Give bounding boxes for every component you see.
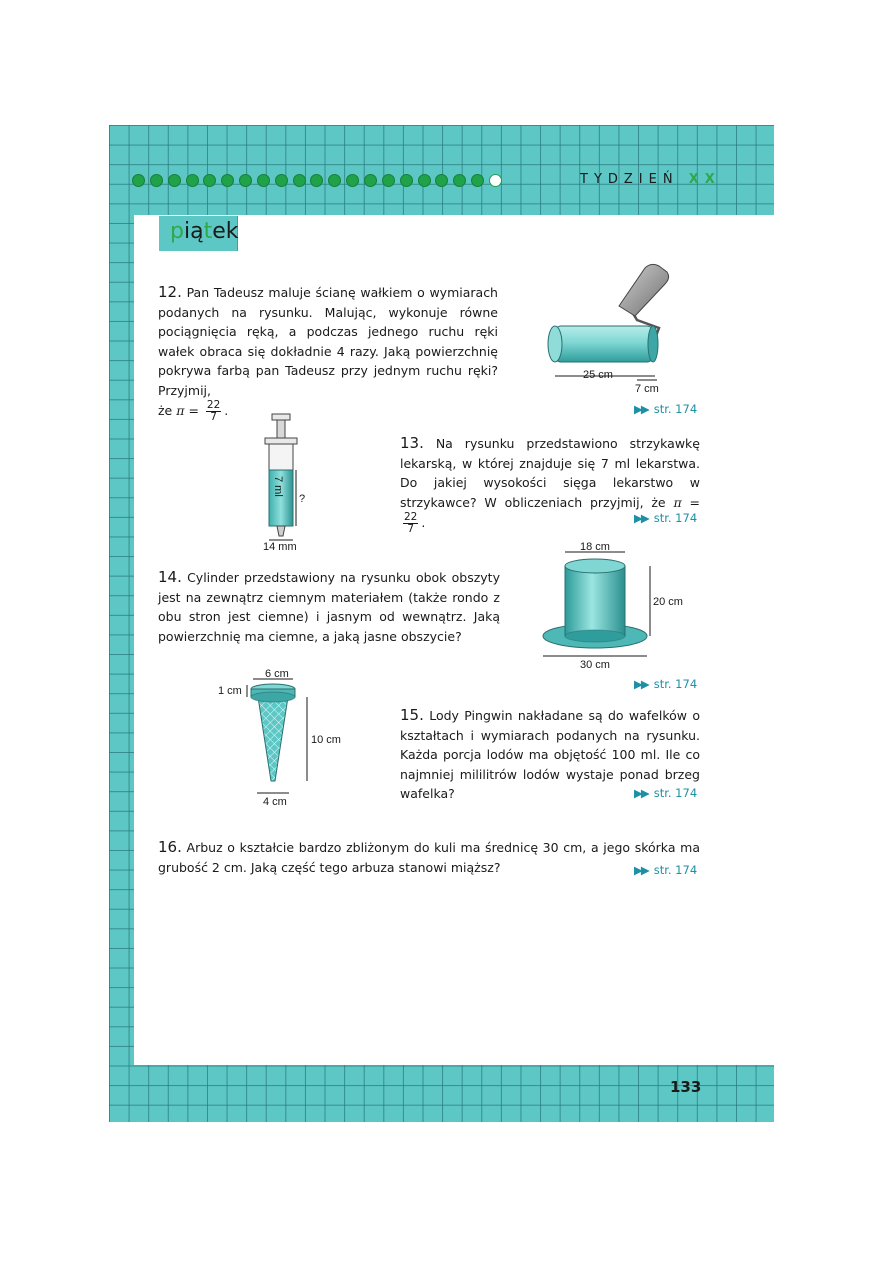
double-arrow-icon: ▶▶	[634, 402, 648, 416]
hat-crown	[565, 566, 625, 636]
task-13-fraction	[403, 512, 418, 535]
task-12-tail-pre: że	[158, 403, 173, 418]
progress-dot-empty	[489, 174, 502, 187]
double-arrow-icon: ▶▶	[634, 511, 648, 525]
cone-rim-label: 1 cm	[218, 685, 242, 697]
fraction-denominator: 7	[210, 411, 217, 423]
task-16-number: 16.	[158, 838, 182, 856]
syringe-figure	[255, 412, 315, 552]
roller-handle	[619, 264, 669, 316]
progress-dot-filled	[203, 174, 216, 187]
task-16-body: Arbuz o kształcie bardzo zbliżonym do kuli ma średnicę 30 cm, a jego skórka ma grubość 2 cm. Jaką część tego arbuza stanowi miąższ?	[158, 840, 700, 875]
day-title-ia: ią	[183, 219, 204, 244]
double-arrow-icon: ▶▶	[634, 677, 648, 691]
task-15-reference[interactable]	[634, 786, 697, 800]
progress-dots	[132, 172, 502, 188]
week-number: XX	[688, 172, 721, 187]
fraction-denominator: 7	[407, 523, 415, 535]
task-16-text	[158, 838, 700, 877]
task-16-reference[interactable]	[634, 863, 697, 877]
task-13-eq: =	[689, 494, 700, 510]
task-15-ref-text: str. 174	[653, 786, 698, 800]
hat-height-label: 20 cm	[653, 596, 683, 608]
task-12-number: 12.	[158, 283, 182, 301]
progress-dot-filled	[328, 174, 341, 187]
cone-height-label: 10 cm	[311, 734, 341, 746]
progress-dot-filled	[275, 174, 288, 187]
task-12-ref-text: str. 174	[653, 402, 698, 416]
week-label	[580, 172, 721, 187]
day-title-t: t	[203, 219, 213, 244]
task-13-period: .	[421, 515, 426, 530]
progress-dot-filled	[418, 174, 431, 187]
progress-dot-filled	[471, 174, 484, 187]
task-14-reference[interactable]	[634, 677, 697, 691]
cone-bottom-label: 4 cm	[263, 796, 287, 808]
cone-top-label: 6 cm	[265, 668, 289, 680]
task-15-body: Lody Pingwin nakładane są do wafelków o kształtach i wymiarach podanych na rysunku. Każda porcja lodów ma objętość 100 ml. Ile co najmniej mililitrów lodów wystaje ponad brzeg wafelka?	[400, 708, 700, 801]
hat-top-label: 18 cm	[580, 541, 610, 553]
task-12-text	[158, 283, 498, 423]
progress-dot-filled	[346, 174, 359, 187]
progress-dot-filled	[435, 174, 448, 187]
syringe-height-label: ?	[299, 493, 306, 505]
progress-dot-filled	[257, 174, 270, 187]
roller-cylinder	[555, 326, 653, 362]
task-13-body: Na rysunku przedstawiono strzykawkę lekarską, w której znajduje się 7 ml lekarstwa. Do jakiej wysokości sięga lekarstwo w strzykawce? W obliczeniach przyjmij, że	[400, 436, 700, 510]
progress-dot-filled	[310, 174, 323, 187]
day-title	[170, 219, 238, 244]
double-arrow-icon: ▶▶	[634, 786, 648, 800]
paint-roller-figure	[545, 258, 705, 398]
progress-dot-filled	[186, 174, 199, 187]
task-12-body: Pan Tadeusz maluje ścianę wałkiem o wymiarach podanych na rysunku. Malując, wykonuje równe pociągnięcia ręką, a podczas jednego ruchu ręki wałek obraca się dokładnie 4 razy. Jaką powierzchnię pokrywa farbą pan Tadeusz przy jednym ruchu ręki? Przyjmij,	[158, 285, 498, 398]
task-15-number: 15.	[400, 706, 424, 724]
roller-end	[548, 326, 562, 362]
day-title-ek: ek	[212, 219, 239, 244]
task-13-reference[interactable]	[634, 511, 697, 525]
task-12-eq: =	[188, 403, 199, 418]
progress-dot-filled	[400, 174, 413, 187]
week-word: TYDZIEŃ	[580, 172, 679, 187]
task-14-text	[158, 568, 500, 646]
hat-brim-label: 30 cm	[580, 659, 610, 671]
day-title-p: p	[170, 219, 184, 244]
pi-symbol: π	[673, 494, 682, 510]
task-14-body: Cylinder przedstawiony na rysunku obok obszyty jest na zewnątrz ciemnym materiałem (także rondo z obu stron jest ciemne) i jasnym od wewnątrz. Jaką powierzchnię ma ciemne, a jaką jasne obszycie?	[158, 570, 500, 644]
fraction-numerator: 22	[206, 399, 221, 411]
progress-dot-filled	[168, 174, 181, 187]
ice-cream-cone-figure	[215, 667, 355, 812]
task-12-fraction	[206, 400, 221, 423]
page-number: 133	[670, 1078, 702, 1096]
progress-dot-filled	[239, 174, 252, 187]
pi-symbol: π	[176, 403, 185, 418]
progress-dot-filled	[364, 174, 377, 187]
fraction-numerator: 22	[404, 511, 418, 523]
top-hat-figure	[540, 538, 700, 672]
task-14-number: 14.	[158, 568, 182, 586]
progress-dot-filled	[382, 174, 395, 187]
task-12-period: .	[224, 403, 229, 418]
roller-diameter-label: 7 cm	[635, 383, 659, 395]
syringe-width-label: 14 mm	[263, 541, 297, 553]
syringe-volume-label: 7 ml	[272, 476, 284, 497]
task-14-ref-text: str. 174	[653, 677, 698, 691]
task-13-ref-text: str. 174	[653, 511, 698, 525]
task-13-number: 13.	[400, 434, 424, 452]
roller-length-label: 25 cm	[583, 369, 613, 381]
progress-dot-filled	[221, 174, 234, 187]
progress-dot-filled	[132, 174, 145, 187]
progress-dot-filled	[293, 174, 306, 187]
task-16-ref-text: str. 174	[653, 863, 698, 877]
cone-body	[258, 697, 288, 781]
task-12-reference[interactable]	[634, 402, 697, 416]
progress-dot-filled	[453, 174, 466, 187]
progress-dot-filled	[150, 174, 163, 187]
double-arrow-icon: ▶▶	[634, 863, 648, 877]
